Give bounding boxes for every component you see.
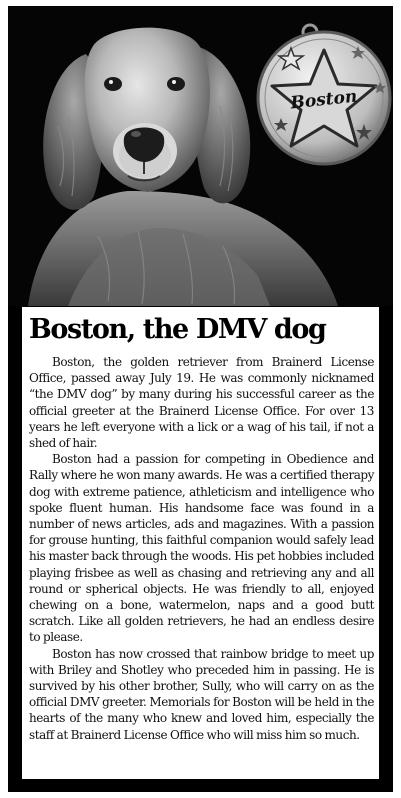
headline: Boston, the DMV dog <box>29 314 326 345</box>
dog-left-eye <box>104 77 122 91</box>
dog-right-eye <box>167 77 185 91</box>
dog-tag-name: Boston <box>289 86 359 114</box>
paragraph-3: Boston has now crossed that rainbow bridge to meet up with Briley and Shotley who preceded him in passing. He is survived by his other brother, Sully, who will carry on as the official DMV greeter. Memorials for Boston will be held in the hearts of the many who knew and loved him, especially the staff at Brainerd License Office who will miss him so much. <box>29 646 374 742</box>
obituary-frame <box>8 6 393 792</box>
obituary-text-box <box>22 307 379 779</box>
paragraph-1: Boston, the golden retriever from Brainerd License Office, passed away July 19. He was commonly nicknamed “the DMV dog” by many during his successful career as the official greeter at the Brainerd License Office. For over 13 years he left everyone with a lick or a wag of his tail, if not a shed of hair. <box>29 355 374 451</box>
paragraph-2: Boston had a passion for competing in Obedience and Rally where he won many awards. He was a certified therapy dog with extreme patience, athleticism and intelligence who spoke fluent human. His handsome face was found in a number of news articles, ads and magazines. With a passion for grouse hunting, this faithful companion would safely lead his master back through the woods. His pet hobbies included playing frisbee as well as chasing and retrieving any and all round or spherical objects. He was friendly to all, enjoyed chewing on a bone, watermelon, naps and a good butt scratch. Like all golden retrievers, he had an endless desire to please. <box>29 452 374 645</box>
dog-photo <box>8 6 393 306</box>
